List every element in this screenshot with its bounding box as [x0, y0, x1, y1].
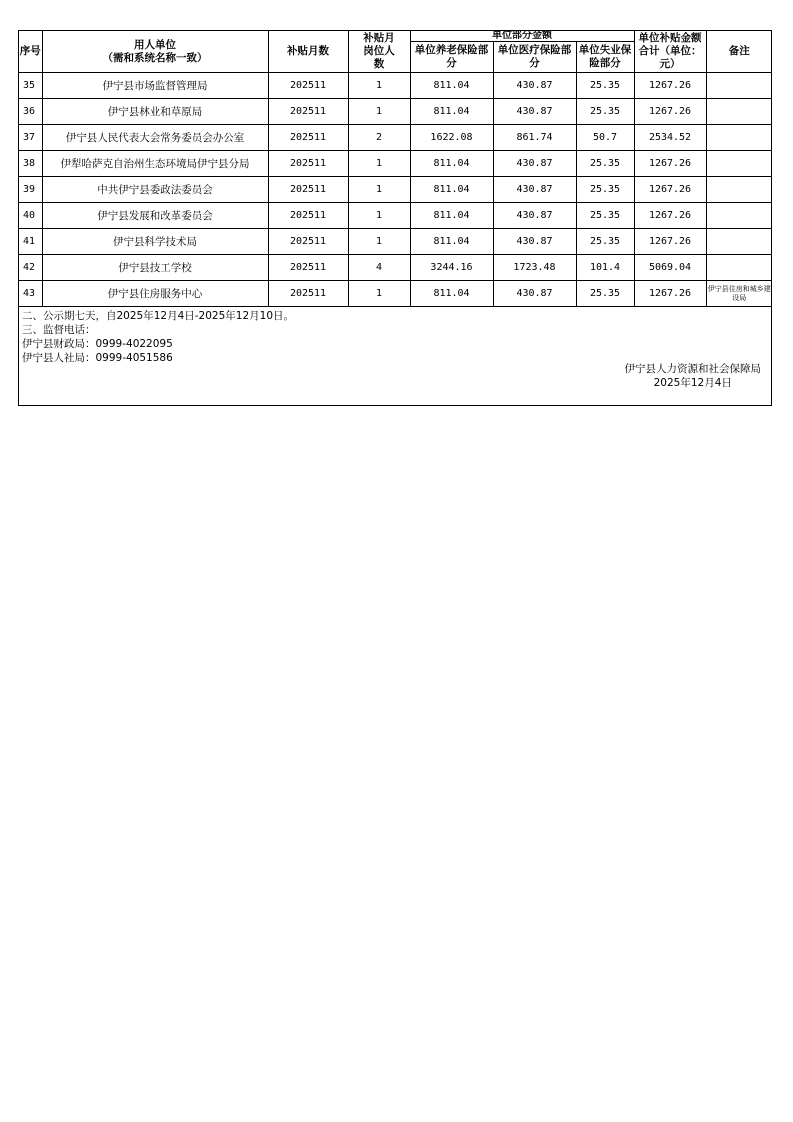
cell-unemployment: 25.35 — [576, 73, 634, 99]
note-finance-phone: 伊宁县财政局：0999-4022095 — [22, 338, 173, 350]
header-remark: 备注 — [706, 31, 772, 73]
cell-total: 1267.26 — [634, 99, 706, 125]
table-row — [19, 151, 772, 177]
subsidy-table — [19, 31, 772, 307]
table-row — [19, 229, 772, 255]
cell-unit: 中共伊宁县委政法委员会 — [42, 177, 268, 203]
cell-seq: 35 — [19, 73, 42, 99]
cell-total: 5069.04 — [634, 255, 706, 281]
cell-pension: 811.04 — [410, 177, 493, 203]
cell-persons: 1 — [348, 73, 410, 99]
cell-remark — [706, 177, 772, 203]
cell-pension: 811.04 — [410, 229, 493, 255]
cell-remark — [706, 99, 772, 125]
table-row — [19, 177, 772, 203]
cell-medical: 430.87 — [493, 73, 576, 99]
cell-total: 1267.26 — [634, 151, 706, 177]
cell-remark — [706, 203, 772, 229]
cell-month: 202511 — [268, 281, 348, 307]
note-period: 二、公示期七天，自2025年12月4日-2025年12月10日。 — [22, 310, 294, 322]
header-total: 单位补贴金额合计（单位：元） — [634, 31, 706, 73]
cell-month: 202511 — [268, 73, 348, 99]
cell-total: 1267.26 — [634, 177, 706, 203]
cell-unemployment: 25.35 — [576, 177, 634, 203]
signature-org: 伊宁县人力资源和社会保障局 — [624, 363, 761, 375]
cell-pension: 3244.16 — [410, 255, 493, 281]
table-body — [19, 73, 772, 307]
cell-seq: 43 — [19, 281, 42, 307]
cell-unit: 伊宁县人民代表大会常务委员会办公室 — [42, 125, 268, 151]
header-unit — [42, 31, 268, 73]
header-seq: 序号 — [19, 31, 42, 73]
cell-month: 202511 — [268, 177, 348, 203]
cell-seq: 38 — [19, 151, 42, 177]
cell-remark — [706, 73, 772, 99]
table-row — [19, 73, 772, 99]
cell-persons: 1 — [348, 177, 410, 203]
subsidy-table-sheet — [18, 30, 772, 406]
note-supervision: 三、监督电话： — [22, 324, 96, 336]
cell-pension: 811.04 — [410, 151, 493, 177]
cell-unemployment: 25.35 — [576, 151, 634, 177]
cell-seq: 39 — [19, 177, 42, 203]
cell-total: 1267.26 — [634, 229, 706, 255]
cell-medical: 861.74 — [493, 125, 576, 151]
cell-medical: 430.87 — [493, 203, 576, 229]
cell-persons: 1 — [348, 151, 410, 177]
note-hr-phone: 伊宁县人社局：0999-4051586 — [22, 352, 173, 364]
cell-unemployment: 25.35 — [576, 229, 634, 255]
cell-month: 202511 — [268, 99, 348, 125]
cell-persons: 1 — [348, 281, 410, 307]
table-row — [19, 99, 772, 125]
header-persons: 补贴月岗位人数 — [348, 31, 410, 73]
cell-persons: 1 — [348, 203, 410, 229]
cell-month: 202511 — [268, 229, 348, 255]
cell-medical: 430.87 — [493, 281, 576, 307]
cell-month: 202511 — [268, 203, 348, 229]
cell-medical: 430.87 — [493, 99, 576, 125]
table-row — [19, 203, 772, 229]
cell-unemployment: 25.35 — [576, 203, 634, 229]
cell-remark — [706, 125, 772, 151]
cell-persons: 4 — [348, 255, 410, 281]
cell-remark — [706, 151, 772, 177]
cell-unit: 伊宁县发展和改革委员会 — [42, 203, 268, 229]
header-group: 单位部分金额 — [410, 31, 634, 42]
cell-persons: 1 — [348, 99, 410, 125]
cell-remark — [706, 229, 772, 255]
cell-unit: 伊宁县住房服务中心 — [42, 281, 268, 307]
cell-seq: 40 — [19, 203, 42, 229]
cell-total: 1267.26 — [634, 73, 706, 99]
cell-month: 202511 — [268, 125, 348, 151]
cell-remark: 伊宁县住房和城乡建设局 — [706, 281, 772, 307]
cell-medical: 430.87 — [493, 229, 576, 255]
header-unit-line1: 用人单位 — [134, 38, 176, 51]
header-pension: 单位养老保险部分 — [410, 42, 493, 73]
cell-total: 2534.52 — [634, 125, 706, 151]
header-unemployment: 单位失业保险部分 — [576, 42, 634, 73]
cell-persons: 1 — [348, 229, 410, 255]
cell-unemployment: 101.4 — [576, 255, 634, 281]
table-row — [19, 281, 772, 307]
cell-total: 1267.26 — [634, 281, 706, 307]
header-unit-line2: （需和系统名称一致） — [102, 51, 208, 64]
cell-seq: 42 — [19, 255, 42, 281]
cell-remark — [706, 255, 772, 281]
signature-block — [625, 362, 762, 390]
cell-total: 1267.26 — [634, 203, 706, 229]
cell-seq: 36 — [19, 99, 42, 125]
cell-seq: 41 — [19, 229, 42, 255]
cell-month: 202511 — [268, 255, 348, 281]
cell-unemployment: 25.35 — [576, 99, 634, 125]
signature-date: 2025年12月4日 — [653, 377, 732, 389]
cell-pension: 1622.08 — [410, 125, 493, 151]
cell-unit: 伊犁哈萨克自治州生态环境局伊宁县分局 — [42, 151, 268, 177]
cell-pension: 811.04 — [410, 73, 493, 99]
cell-unit: 伊宁县林业和草原局 — [42, 99, 268, 125]
table-row — [19, 255, 772, 281]
cell-persons: 2 — [348, 125, 410, 151]
cell-seq: 37 — [19, 125, 42, 151]
notes-section — [19, 307, 771, 405]
cell-unemployment: 25.35 — [576, 281, 634, 307]
header-medical: 单位医疗保险部分 — [493, 42, 576, 73]
cell-unemployment: 50.7 — [576, 125, 634, 151]
cell-medical: 1723.48 — [493, 255, 576, 281]
cell-pension: 811.04 — [410, 281, 493, 307]
cell-medical: 430.87 — [493, 177, 576, 203]
header-month: 补贴月数 — [268, 31, 348, 73]
table-row — [19, 125, 772, 151]
cell-month: 202511 — [268, 151, 348, 177]
cell-unit: 伊宁县科学技术局 — [42, 229, 268, 255]
cell-unit: 伊宁县市场监督管理局 — [42, 73, 268, 99]
cell-pension: 811.04 — [410, 203, 493, 229]
cell-unit: 伊宁县技工学校 — [42, 255, 268, 281]
cell-pension: 811.04 — [410, 99, 493, 125]
cell-medical: 430.87 — [493, 151, 576, 177]
